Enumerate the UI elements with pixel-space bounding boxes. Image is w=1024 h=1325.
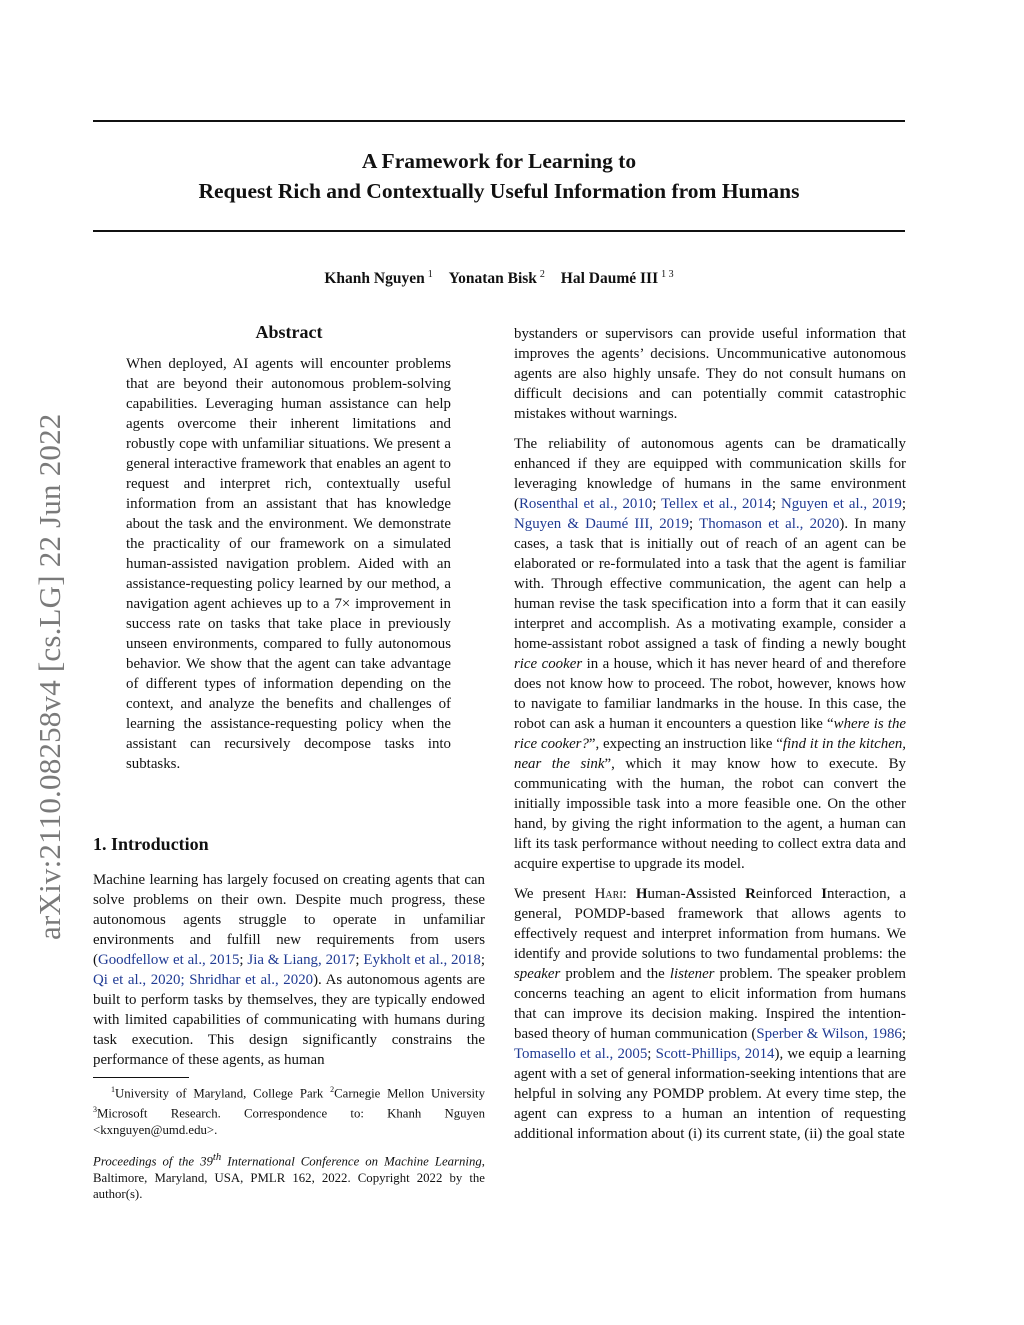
footnote-rule [93,1077,189,1078]
author: Khanh Nguyen $^1$ [324,269,433,288]
author: Hal Daumé III $^{1 3}$ [560,269,674,288]
paper-title [93,146,905,206]
affiliation-footnote: $^1$University of Maryland, College Park $^2$Carnegie Mellon University $^3$Microsoft Research. Correspondence to: Khanh Nguyen <kxnguyen@umd.edu>. [93,1085,486,1137]
paragraph: We present Hari: Human-Assisted Reinforced Interaction, a general, POMDP-based framework that allows agents to effectively request and interpret information from humans. We identify and provide solutions to two fundamental problems: the speaker problem and the listener problem. The speaker problem concerns teaching an agent to elicit information from humans that can improve its decision making. Inspired the intention-based theory of human communication (Sperber & Wilson, 1986; Tomasello et al., 2005; Scott-Phillips, 2014), we equip a learning agent with a set of general information-seeking intentions that are helpful in solving any POMDP problem. At every time step, the agent can express to a human an intention of requesting additional information about (i) its current state, (ii) the goal state [514,886,906,1142]
paragraph: The reliability of autonomous agents can be dramatically enhanced if they are equipped with communication skills for leveraging knowledge of humans in the same environment (Rosenthal et al., 2010; Tellex et al., 2014; Nguyen et al., 2019; Nguyen & Daumé III, 2019; Thomason et al., 2020). In many cases, a task that is initially out of reach of an agent can be elaborated or re-formulated into a task that the agent is familiar with. Through effective communication, the agent can help a human revise the task specification into a form that it can easily interpret and accomplish. As a motivating example, consider a home-assistant robot assigned a task of finding a newly bought rice cooker in a house, which it has never heard of and therefore does not know how to proceed. The robot, however, knows how to navigate to familiar landmarks in the house. In this case, the robot can ask a human it encounters a question like “where is the rice cooker?”, expecting an instruction like “find it in the kitchen, near the sink”, which it may know how to execute. By communicating with the human, the robot can convert the initially impossible task into a more feasible one. On the other hand, by giving the right information to the agent, a human can lift its task performance without needing to collect extra data and acquire expertise to upgrade its model. [514,436,907,872]
citation-link[interactable]: Scott-Phillips, 2014 [655,1046,775,1062]
author-list [93,264,905,290]
proceedings-note: Proceedings of the 39th International Conference on Machine Learning, Baltimore, Maryland, USA, PMLR 162, 2022. Copyright 2022 by the author(s). [93,1152,485,1202]
title-top-rule [93,120,905,122]
citation-link[interactable]: Qi et al., 2020; Shridhar et al., 2020 [93,972,314,988]
title-bottom-rule [93,230,905,232]
citation-link[interactable]: Tellex et al., 2014 [661,496,772,512]
right-column [514,324,906,1154]
arxiv-stamp-text: arXiv:2110.08258v4 [cs.LG] 22 Jun 2022 [32,413,67,940]
citation-link[interactable]: Eykholt et al., 2018 [363,952,481,968]
title-line-1: A Framework for Learning to [361,149,637,173]
citation-link[interactable]: Thomason et al., 2020 [699,516,840,532]
citation-link[interactable]: Tomasello et al., 2005 [514,1046,648,1062]
framework-name: Hari [594,886,623,902]
citation-link[interactable]: Nguyen et al., 2019 [780,496,902,512]
abstract-body: When deployed, AI agents will encounter problems that are beyond their autonomous problem-solving capabilities. Leveraging human assistance can help agents overcome their inherent limitations and robustly cope with unfamiliar situations. We present a general interactive framework that enables an agent to request and interpret rich, contextually useful information from an assistant that has knowledge about the task and the environment. We demonstrate the practicality of our framework on a simulated human-assisted navigation problem. Aided with an assistance-requesting policy learned by our method, a navigation agent achieves up to a 7× improvement in success rate on tasks that take place in previously unseen environments, compared to fully autonomous behavior. We show that the agent can take advantage of different types of information depending on the context, and analyze the benefits and challenges of learning the assistance-requesting policy when the assistant can recursively decompose tasks into subtasks. [126,356,451,772]
citation-link[interactable]: Sperber & Wilson, 1986 [756,1026,902,1042]
paragraph: bystanders or supervisors can provide useful information that improves the agents’ decisions. Uncommunicative autonomous agents are also highly unsafe. They do not consult humans on difficult decisions and can potentially commit catastrophic mistakes without warnings. [514,326,906,422]
citation-link[interactable]: Goodfellow et al., 2015 [97,952,240,968]
author: Yonatan Bisk $^2$ [448,269,545,288]
title-line-2: Request Rich and Contextually Useful Information from Humans [198,179,800,203]
section-heading-introduction: 1. Introduction [93,834,209,854]
abstract-heading: Abstract [255,322,323,342]
citation-link[interactable]: Jia & Liang, 2017 [247,952,356,968]
citation-link[interactable]: Nguyen & Daumé III, 2019 [514,516,690,532]
citation-link[interactable]: Rosenthal et al., 2010 [518,496,653,512]
introduction-paragraph: Machine learning has largely focused on creating agents that can solve problems on their own. Despite much progress, these autonomous agents struggle to operate in unfamiliar environments and fulfill new requirements from users (Goodfellow et al., 2015; Jia & Liang, 2017; Eykholt et al., 2018; Qi et al., 2020; Shridhar et al., 2020). As autonomous agents are built to perform tasks by themselves, they are typically endowed with limited capabilities of communicating with humans during task execution. This design significantly constrains the performance of these agents, as human [93,872,485,1068]
